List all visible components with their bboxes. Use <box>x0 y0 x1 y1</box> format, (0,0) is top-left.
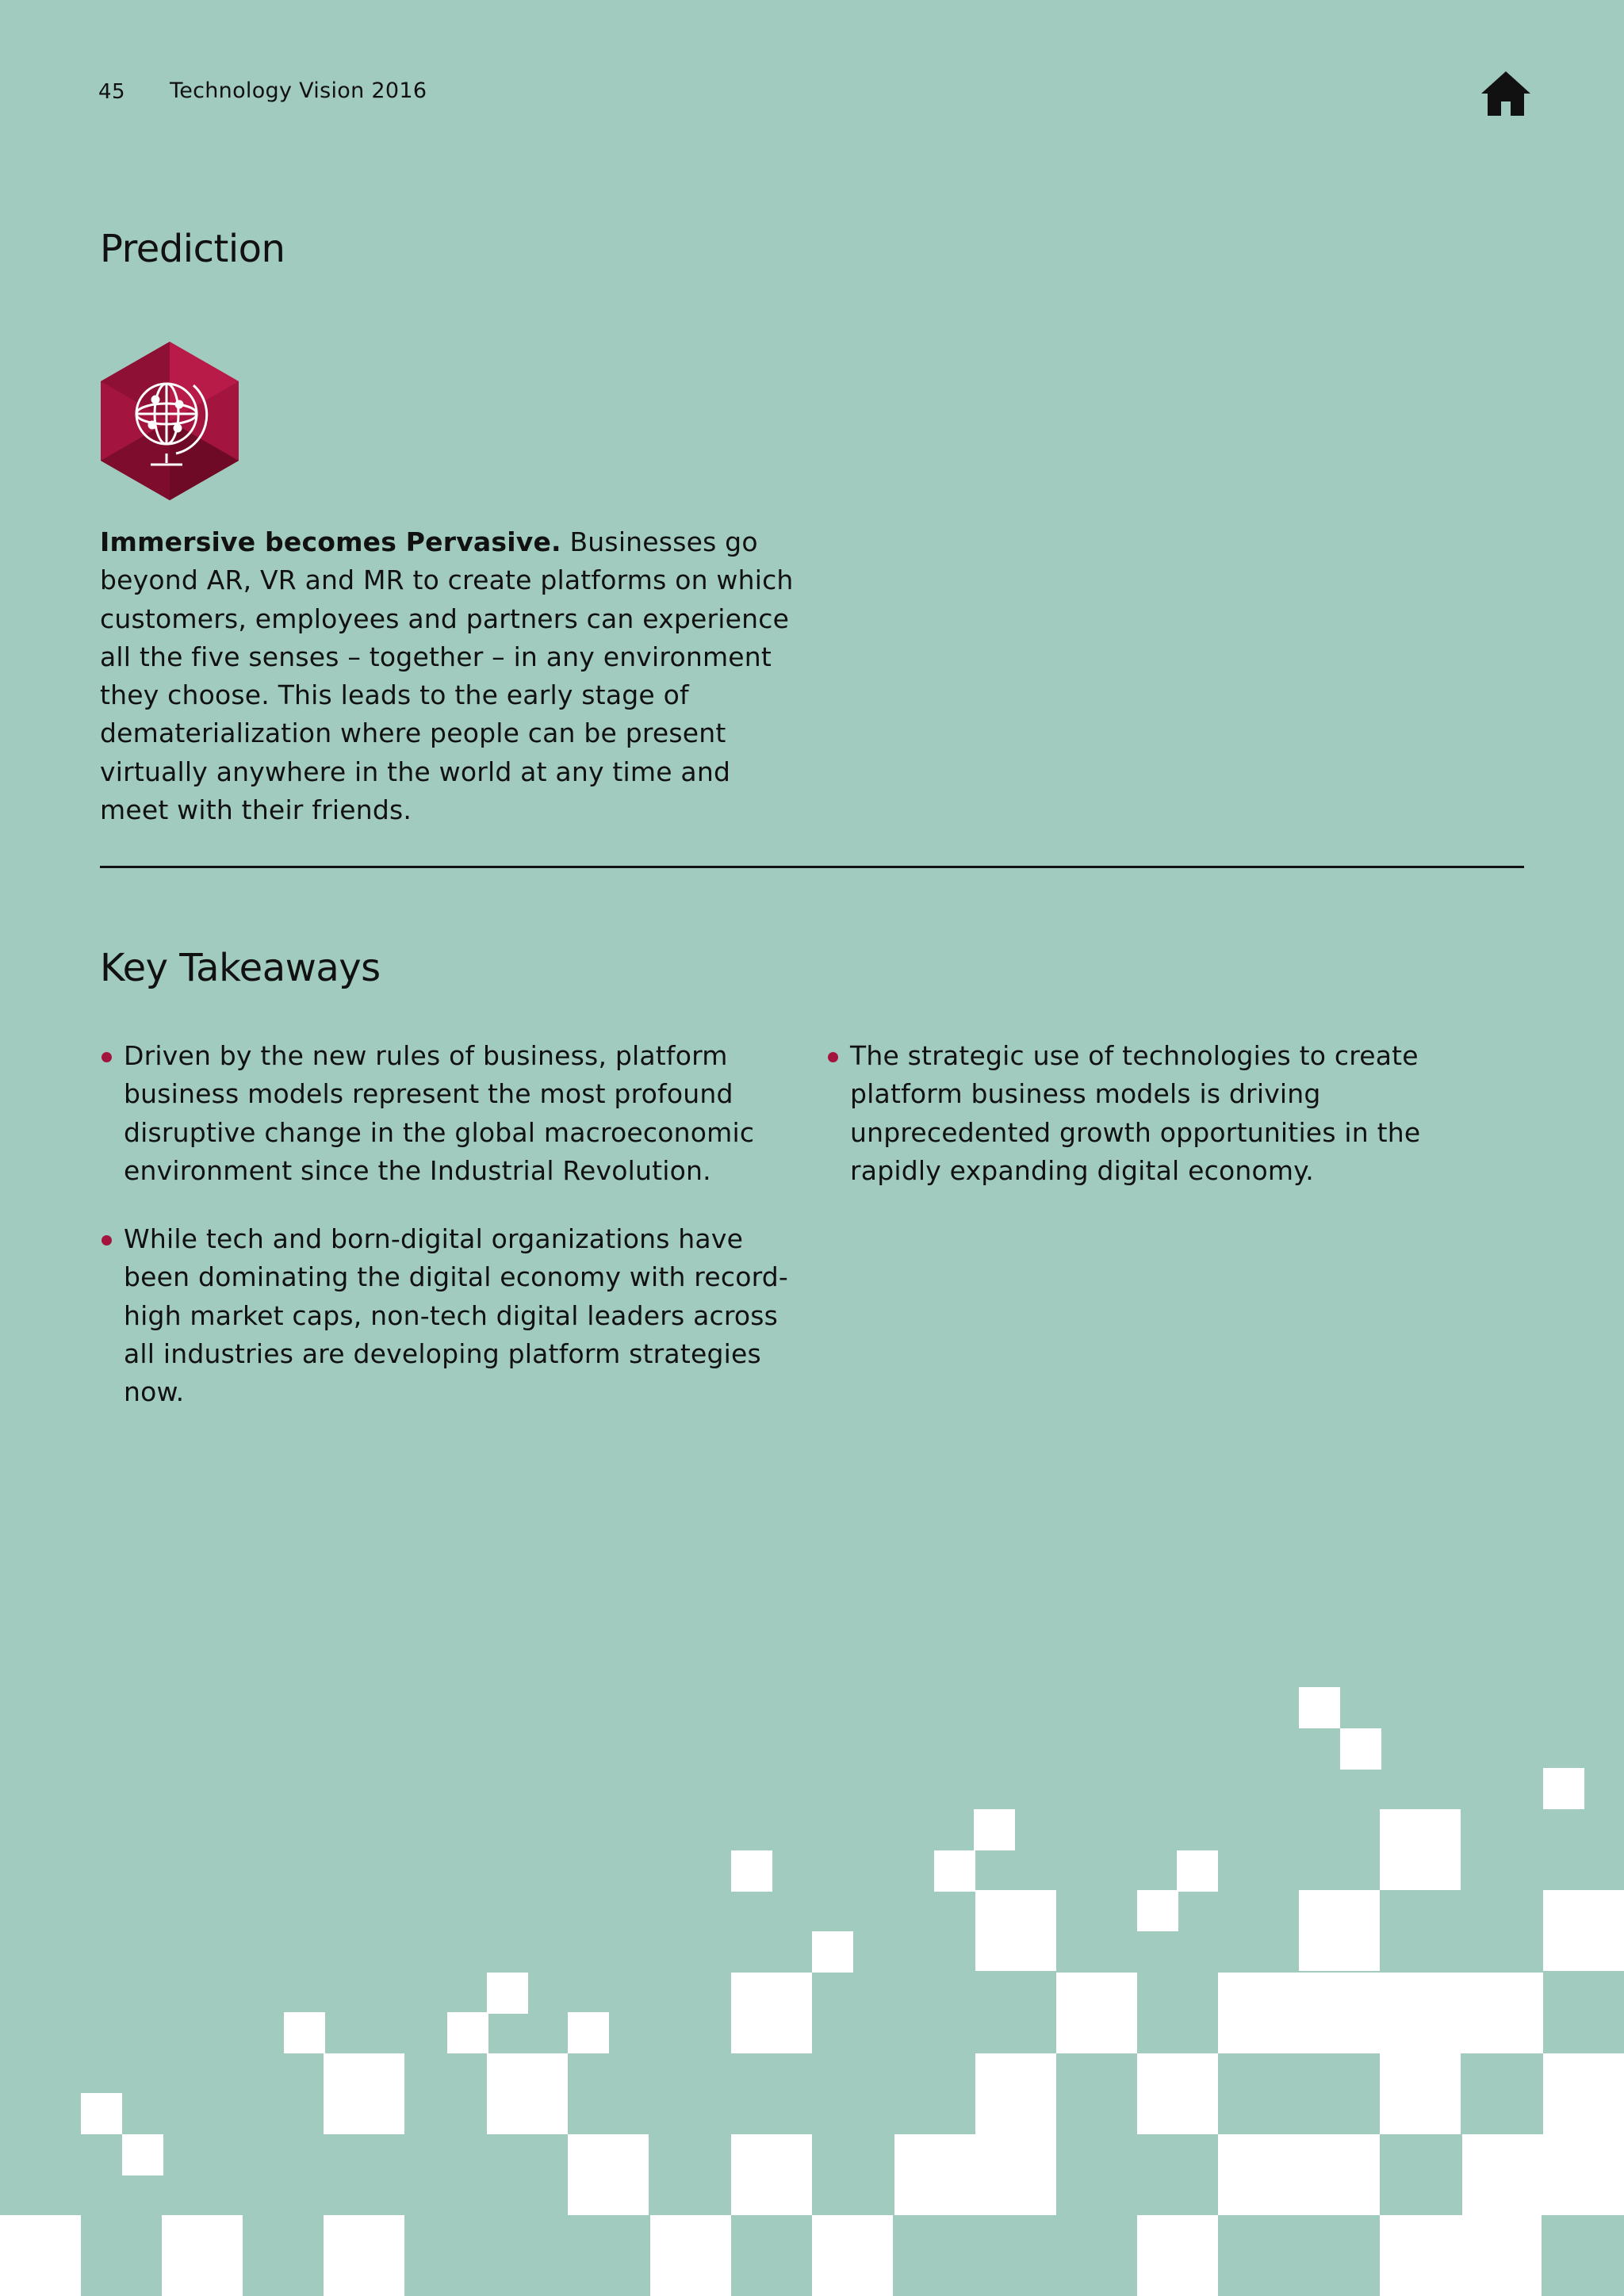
pixel-square <box>1543 2134 1624 2215</box>
bullet-dot-icon <box>102 1235 112 1246</box>
pixel-square <box>324 2215 404 2296</box>
takeaways-left-column <box>100 1037 790 1442</box>
pixel-square <box>1543 1890 1624 1971</box>
home-icon[interactable] <box>1480 70 1532 117</box>
takeaways-right-column <box>826 1037 1508 1220</box>
pixel-square <box>1218 2134 1380 2215</box>
takeaway-text: While tech and born-digital organizations have been dominating the digital economy with record-high market caps, non-tech digital leaders across all industries are developing platform strategies now. <box>124 1223 789 1408</box>
pixel-square <box>731 1973 812 2053</box>
pixel-square <box>1137 2053 1218 2134</box>
pixel-square <box>894 2134 975 2215</box>
pixel-square <box>812 2215 893 2296</box>
takeaway-item <box>100 1220 790 1411</box>
pixel-square <box>731 2134 812 2215</box>
section-divider <box>100 866 1524 868</box>
pixel-square <box>1056 1973 1137 2053</box>
pixel-square <box>1462 2134 1543 2215</box>
pixel-square <box>324 2053 404 2134</box>
pixel-square <box>650 2215 731 2296</box>
pixel-square <box>975 1890 1056 1971</box>
bullet-dot-icon <box>102 1052 112 1062</box>
pixel-square <box>568 2012 609 2053</box>
bullet-dot-icon <box>828 1052 838 1062</box>
takeaway-text: The strategic use of technologies to create platform business models is driving unprecedented growth opportunities in the rapidly expanding digital economy. <box>850 1040 1421 1186</box>
pixel-square <box>1218 1973 1543 2053</box>
prediction-text <box>100 523 798 829</box>
pixel-square <box>487 1973 528 2014</box>
pixel-square <box>934 1850 975 1892</box>
pixel-square <box>1543 1768 1584 1809</box>
pixel-square <box>0 2215 81 2296</box>
pixel-square <box>1137 2215 1218 2296</box>
pixel-square <box>1543 2053 1624 2134</box>
pixel-square <box>1299 1890 1380 1971</box>
prediction-body: Businesses go beyond AR, VR and MR to create platforms on which customers, employees and partners can experience all the five senses – together – in any environment they choose. This leads to the early stage of dematerialization where people can be present virtually anywhere in the world at any time and meet with their friends. <box>100 526 794 826</box>
pixel-square <box>122 2134 163 2175</box>
pixel-square <box>81 2093 122 2134</box>
pixel-square <box>1380 2215 1542 2296</box>
pixel-square <box>1137 1890 1178 1931</box>
takeaways-heading: Key Takeaways <box>100 946 381 990</box>
pixel-square <box>812 1931 853 1973</box>
takeaway-item <box>100 1037 790 1190</box>
pixel-square <box>568 2134 649 2215</box>
pixel-square <box>1177 1850 1218 1892</box>
page-number: 45 <box>98 80 126 104</box>
pixel-square <box>1340 1728 1381 1770</box>
pixel-square <box>975 2053 1056 2134</box>
pixel-square <box>284 2012 325 2053</box>
prediction-lead: Immersive becomes Pervasive. <box>100 526 561 557</box>
takeaway-text: Driven by the new rules of business, platform business models represent the most profound disruptive change in the global macroeconomic environment since the Industrial Revolution. <box>124 1040 755 1186</box>
pixel-square <box>447 2012 488 2053</box>
prediction-heading: Prediction <box>100 227 285 271</box>
prediction-badge <box>100 341 239 501</box>
pixel-square <box>974 1809 1015 1850</box>
pixel-square <box>487 2053 568 2134</box>
pixel-pattern-decoration <box>0 1665 1624 2296</box>
pixel-square <box>162 2215 243 2296</box>
pixel-square <box>731 1850 772 1892</box>
pixel-square <box>975 2134 1056 2215</box>
pixel-square <box>1380 1809 1461 1890</box>
pixel-square <box>1299 1687 1340 1728</box>
pixel-square <box>1380 2053 1461 2134</box>
takeaway-item <box>826 1037 1508 1190</box>
running-title: Technology Vision 2016 <box>170 78 427 103</box>
